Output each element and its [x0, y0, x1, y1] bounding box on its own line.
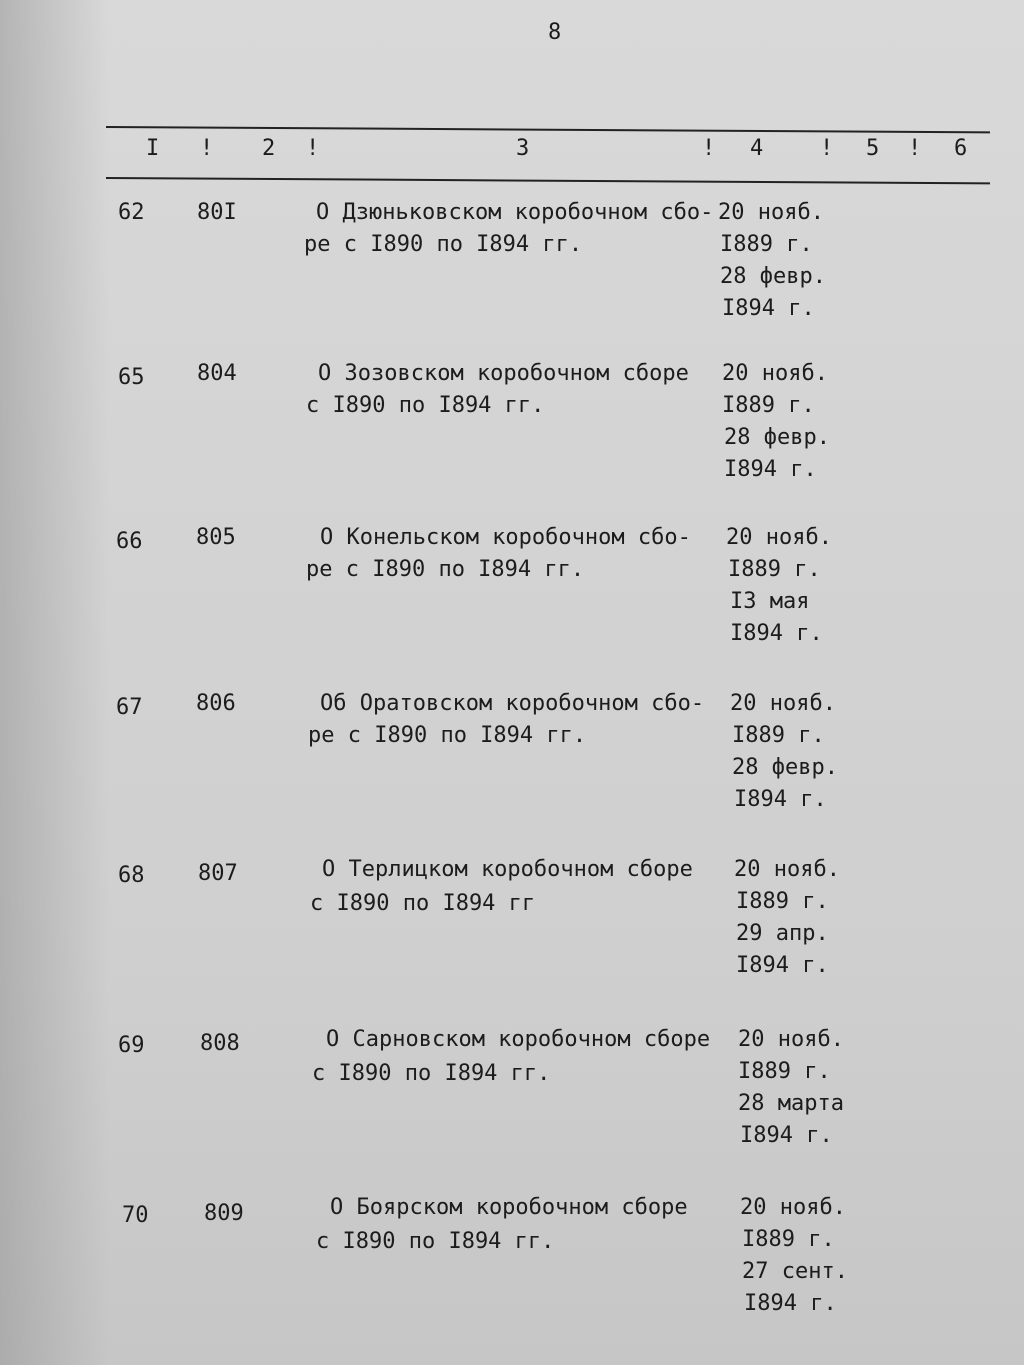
date-start-day: 20 нояб.: [726, 525, 832, 550]
header-col-6: 6: [954, 136, 968, 161]
date-start-year: I889 г.: [720, 232, 813, 257]
file-title-line-1: О Зозовском коробочном сборе: [318, 361, 689, 386]
file-number: 807: [198, 861, 238, 886]
file-title-line-2: с I890 по I894 гг.: [312, 1061, 551, 1086]
header-separator-3: !: [702, 136, 716, 161]
file-number: 804: [197, 361, 237, 386]
date-end-year: I894 г.: [740, 1123, 833, 1148]
row-number: 67: [116, 695, 143, 720]
header-col-4: 4: [750, 136, 764, 161]
row-number: 69: [118, 1033, 145, 1058]
date-start-year: I889 г.: [736, 889, 829, 914]
table-header-rule: [106, 177, 990, 184]
file-title-line-2: ре с I890 по I894 гг.: [308, 723, 587, 748]
date-start-year: I889 г.: [738, 1059, 831, 1084]
header-separator-5: !: [908, 136, 922, 161]
date-start-day: 20 нояб.: [738, 1027, 844, 1052]
date-start-day: 20 нояб.: [730, 691, 836, 716]
file-number: 809: [204, 1201, 244, 1226]
header-col-3: 3: [516, 136, 530, 161]
date-end-year: I894 г.: [734, 787, 827, 812]
file-title-line-1: О Терлицком коробочном сборе: [322, 857, 693, 882]
header-col-2: 2: [262, 136, 276, 161]
date-start-year: I889 г.: [728, 557, 821, 582]
date-end-day: 28 февр.: [724, 425, 830, 450]
file-title-line-2: с I890 по I894 гг: [310, 891, 536, 916]
table-top-rule: [106, 126, 990, 133]
file-number: 80I: [197, 200, 237, 225]
header-separator-1: !: [200, 136, 214, 161]
date-start-year: I889 г.: [742, 1227, 835, 1252]
file-title-line-1: О Сарновском коробочном сборе: [326, 1027, 711, 1052]
date-end-day: 29 апр.: [736, 921, 829, 946]
header-col-5: 5: [866, 136, 880, 161]
date-start-year: I889 г.: [732, 723, 825, 748]
row-number: 70: [122, 1203, 149, 1228]
date-end-day: 28 марта: [738, 1091, 844, 1116]
file-title-line-2: с I890 по I894 гг.: [306, 393, 545, 418]
file-number: 808: [200, 1031, 240, 1056]
date-end-year: I894 г.: [730, 621, 823, 646]
date-start-day: 20 нояб.: [722, 361, 828, 386]
file-title-line-1: О Конельском коробочном сбо-: [320, 525, 691, 550]
file-title-line-2: с I890 по I894 гг.: [316, 1229, 555, 1254]
date-end-day: I3 мая: [730, 589, 810, 614]
file-title-line-2: ре с I890 по I894 гг.: [306, 557, 585, 582]
file-number: 806: [196, 691, 236, 716]
date-end-day: 27 сент.: [742, 1259, 848, 1284]
header-separator-2: !: [306, 136, 320, 161]
date-end-day: 28 февр.: [720, 264, 826, 289]
date-start-day: 20 нояб.: [740, 1195, 846, 1220]
date-start-year: I889 г.: [722, 393, 815, 418]
date-end-year: I894 г.: [736, 953, 829, 978]
row-number: 65: [118, 365, 145, 390]
page-number: 8: [548, 20, 562, 45]
date-end-year: I894 г.: [744, 1291, 837, 1316]
row-number: 62: [118, 200, 145, 225]
date-end-year: I894 г.: [722, 296, 815, 321]
file-number: 805: [196, 525, 236, 550]
row-number: 66: [116, 529, 143, 554]
header-col-1: I: [146, 136, 160, 161]
date-start-day: 20 нояб.: [718, 200, 824, 225]
date-start-day: 20 нояб.: [734, 857, 840, 882]
date-end-year: I894 г.: [724, 457, 817, 482]
row-number: 68: [118, 863, 145, 888]
file-title-line-1: О Боярском коробочном сборе: [330, 1195, 688, 1220]
file-title-line-2: ре с I890 по I894 гг.: [304, 232, 583, 257]
file-title-line-1: О Дзюньковском коробочном сбо-: [316, 200, 714, 225]
date-end-day: 28 февр.: [732, 755, 838, 780]
header-separator-4: !: [820, 136, 834, 161]
file-title-line-1: Об Оратовском коробочном сбо-: [320, 691, 705, 716]
